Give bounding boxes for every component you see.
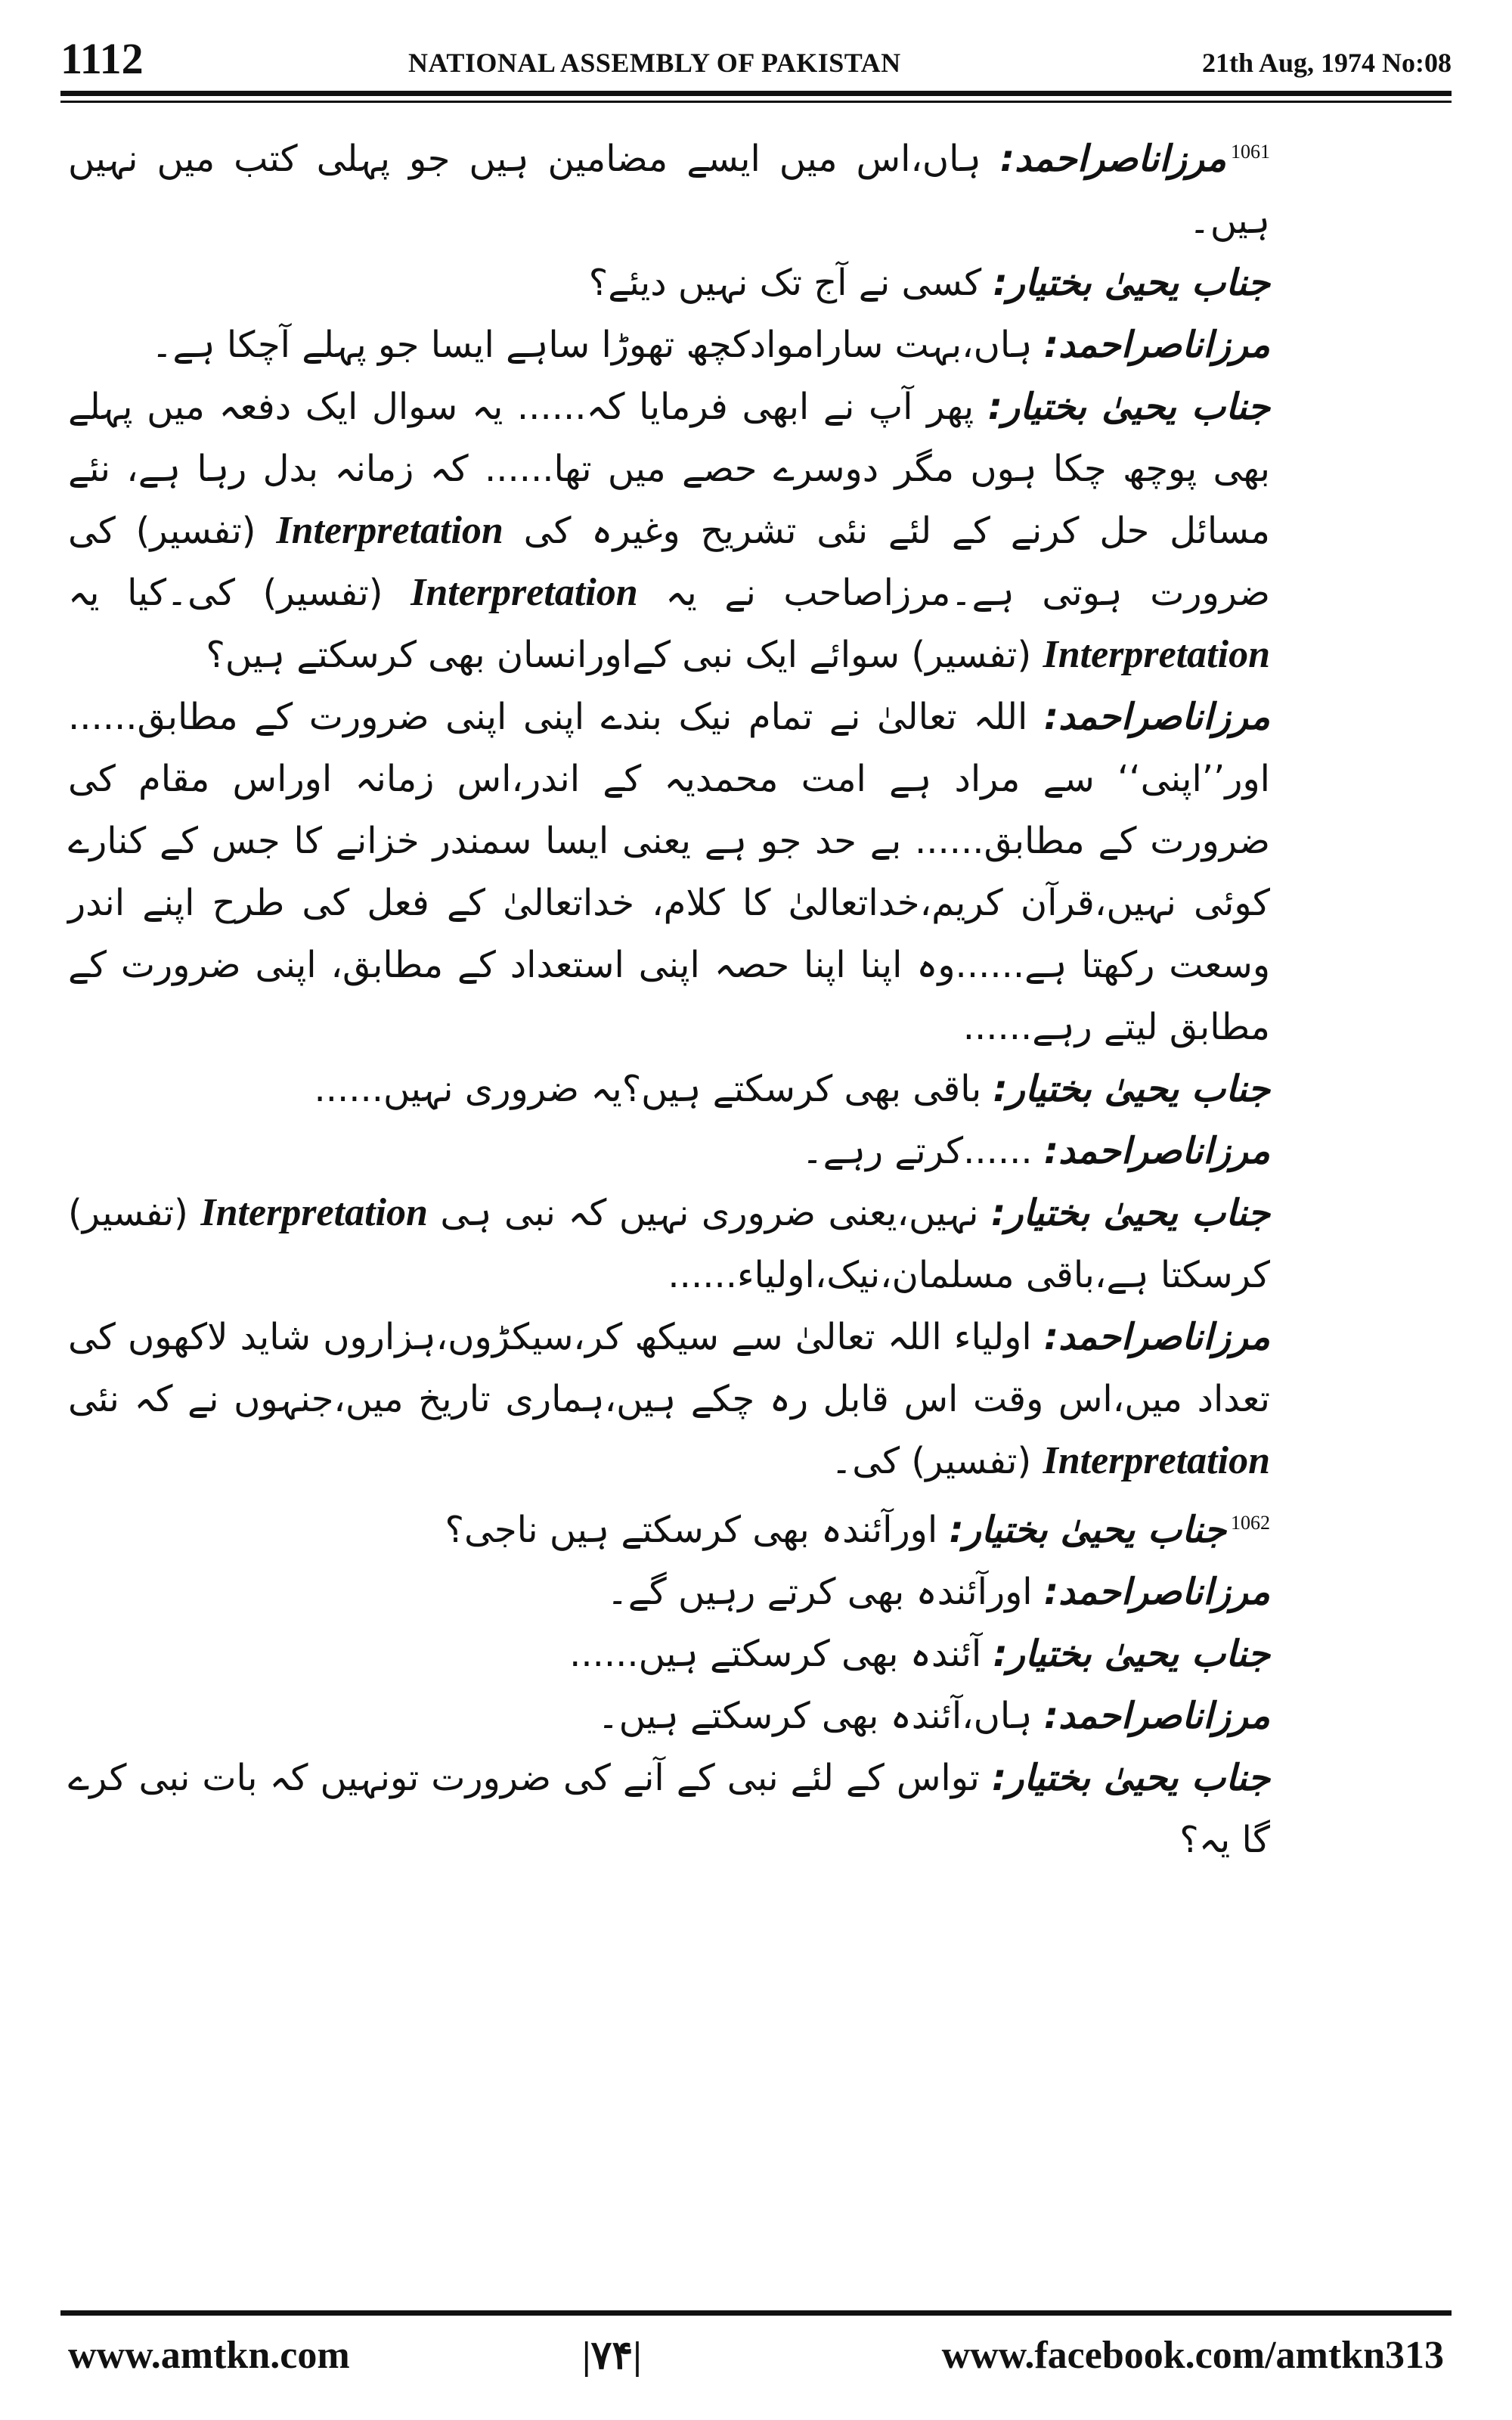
speaker-name: مرزاناصراحمد: (1043, 324, 1270, 366)
speech-text: نہیں،یعنی ضروری نہیں کہ نبی ہی (427, 1192, 991, 1234)
footer-website-link[interactable]: www.amtkn.com (68, 2334, 350, 2377)
footer-page-marker: |۷۴| (582, 2335, 642, 2378)
speech-text: ہاں،بہت ساراموادکچھ تھوڑا ساہے ایسا جو پہلے آچکا ہے۔ (151, 324, 1044, 366)
speech-text: اورآئندہ بھی کرسکتے ہیں ناجی؟ (445, 1509, 950, 1551)
page-reference-number: 1062 (1231, 1512, 1270, 1534)
speaker-name: مرزاناصراحمد: (1043, 1571, 1270, 1613)
speech-text: پھر آپ نے ابھی فرمایا کہ...... یہ سوال ایک دفعہ میں پہلے بھی پوچھ چکا ہوں مگر دوسرے حصے میں تھا...... کہ زمانہ بدل رہا ہے، نئے مسائل حل کرنے کے لئے نئی تشریح وغیرہ کی (68, 386, 1270, 552)
speaker-name: جناب یحییٰ بختیار: (993, 1068, 1270, 1110)
footer-facebook-link[interactable]: www.facebook.com/amtkn313 (941, 2334, 1444, 2377)
speaker-name: جناب یحییٰ بختیار: (987, 386, 1270, 428)
english-term: Interpretation (1043, 1439, 1270, 1482)
english-term: Interpretation (1043, 633, 1270, 676)
speech-text: اورآئندہ بھی کرتے رہیں گے۔ (606, 1571, 1044, 1613)
page-header (60, 30, 1452, 98)
header-title: NATIONAL ASSEMBLY OF PAKISTAN (408, 48, 901, 78)
page-reference-number: 1061 (1231, 141, 1270, 163)
speech-text: (تفسیر) کی۔کیا یہ (68, 572, 411, 614)
speaker-name: مرزاناصراحمد: (999, 138, 1226, 180)
transcript-paragraph (68, 1058, 1444, 1120)
speech-text: (تفسیر) سوائے ایک نبی کےاورانسان بھی کرسکتے ہیں؟ (206, 634, 1043, 676)
speech-text: ......کرتے رہے۔ (801, 1130, 1044, 1172)
speech-text: ہاں،آئندہ بھی کرسکتے ہیں۔ (597, 1695, 1044, 1737)
speech-text: اولیاء اللہ تعالیٰ سے سیکھ کر،سیکڑوں،ہزاروں شاید لاکھوں کی تعداد میں،اس وقت اس قابل رہ چکے ہیں،ہماری تاریخ میں،جنہوں نے کہ نئی (68, 1316, 1270, 1420)
transcript-paragraph (68, 252, 1444, 314)
english-term: Interpretation (276, 509, 503, 552)
transcript-paragraph (68, 1685, 1444, 1747)
speaker-name: جناب یحییٰ بختیار: (949, 1509, 1226, 1551)
header-rule-thick (60, 91, 1452, 96)
speaker-name: مرزاناصراحمد: (1043, 1695, 1270, 1737)
speech-text: باقی بھی کرسکتے ہیں؟یہ ضروری نہیں...... (314, 1068, 993, 1110)
speech-text: کسی نے آج تک نہیں دیئے؟ (588, 262, 993, 304)
page-number: 1112 (60, 34, 144, 83)
transcript-paragraph (68, 1306, 1444, 1492)
header-date: 21th Aug, 1974 No:08 (1201, 48, 1452, 78)
speech-text: (تفسیر) کی ضرورت ہوتی ہے۔مرزاصاحب نے یہ (68, 510, 1270, 614)
speaker-name: جناب یحییٰ بختیار: (993, 262, 1270, 304)
transcript-paragraph (68, 1120, 1444, 1182)
header-rule-thin (60, 101, 1452, 103)
speech-text: آئندہ بھی کرسکتے ہیں...... (569, 1633, 993, 1675)
speaker-name: جناب یحییٰ بختیار: (991, 1192, 1271, 1234)
footer-rule (60, 2310, 1452, 2316)
transcript-paragraph (68, 686, 1444, 1058)
speaker-name: جناب یحییٰ بختیار: (991, 1757, 1270, 1799)
english-term: Interpretation (411, 571, 638, 614)
speech-text: اللہ تعالیٰ نے تمام نیک بندے اپنی اپنی ضرورت کے مطابق...... اور’’اپنی‘‘ سے مراد ہے امت محمدیہ کے اندر،اس زمانہ اوراس مقام کی ضرورت کے مطابق...... بے حد جو ہے یعنی ایسا سمندر خزانے کا جس کے کنارے کوئی نہیں،قرآن کریم،خداتعالیٰ کا کلام، خداتعالیٰ کے فعل کی طرح اپنے اندر وسعت رکھتا ہے......وہ اپنا اپنا حصہ اپنی استعداد کے مطابق، اپنی ضرورت کے مطابق لیتے رہے...... (68, 696, 1270, 1048)
transcript-body (68, 121, 1444, 2291)
transcript-paragraph (68, 1182, 1444, 1306)
speech-text: (تفسیر) کرسکتا ہے،باقی مسلمان،نیک،اولیاء...... (68, 1192, 1270, 1296)
speaker-name: مرزاناصراحمد: (1043, 1130, 1270, 1172)
speaker-name: جناب یحییٰ بختیار: (993, 1633, 1270, 1675)
page-footer (60, 2333, 1452, 2394)
speech-text: ہاں،اس میں ایسے مضامین ہیں جو پہلی کتب میں نہیں ہیں۔ (68, 138, 1270, 242)
transcript-paragraph (68, 1623, 1444, 1685)
transcript-paragraph (68, 1747, 1444, 1871)
speaker-name: مرزاناصراحمد: (1043, 696, 1270, 738)
transcript-paragraph (68, 1561, 1444, 1623)
speaker-name: مرزاناصراحمد: (1043, 1316, 1270, 1358)
speech-text: تواس کے لئے نبی کے آنے کی ضرورت تونہیں کہ بات نبی کرے گا یہ؟ (68, 1757, 1270, 1861)
transcript-paragraph (68, 121, 1444, 252)
speech-text: (تفسیر) کی۔ (831, 1440, 1043, 1482)
transcript-paragraph (68, 314, 1444, 376)
english-term: Interpretation (200, 1191, 428, 1234)
transcript-paragraph (68, 1492, 1444, 1561)
transcript-paragraph (68, 376, 1444, 686)
